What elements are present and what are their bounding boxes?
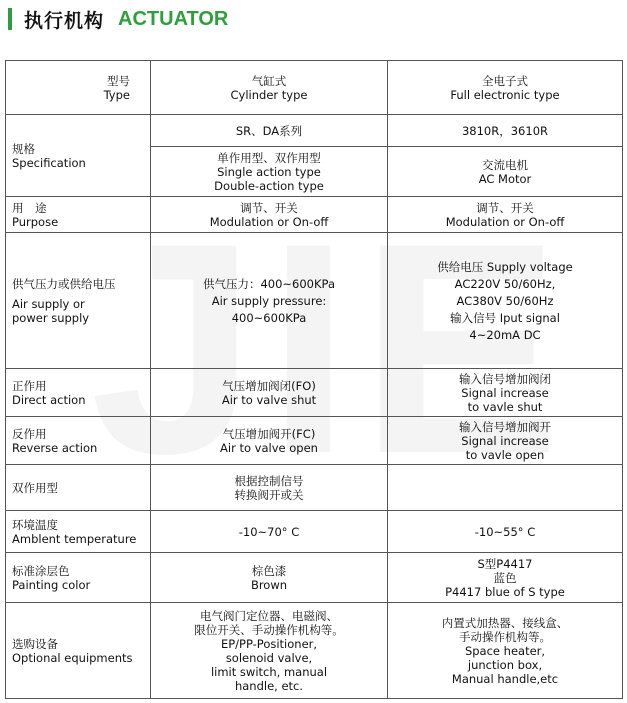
reverse-action-cylinder: 气压增加阀开(FC) Air to valve open [151,417,388,465]
purpose-label: 用 途 Purpose [6,197,151,233]
double-action-label: 双作用型 [6,465,151,511]
table-row [6,465,623,511]
section-title [8,6,228,32]
title-accent-bar [8,8,12,30]
supply-label: 供气压力或供给电压 Air supply or power supply [6,233,151,369]
table-row [6,603,623,699]
table-row [6,197,623,233]
table-row [6,61,623,115]
specification-label: 规格 Specification [6,115,151,197]
temperature-cylinder: -10~70° C [151,511,388,553]
painting-color-electronic: S型P4417 蓝色 P4417 blue of S type [388,553,623,603]
painting-color-label: 标准涂层色 Painting color [6,553,151,603]
purpose-cylinder: 调节、开关 Modulation or On-off [151,197,388,233]
optional-equipment-electronic: 内置式加热器、接线盒、 手动操作机构等。 Space heater, junction box, Manual handle,etc [388,603,623,699]
table-row [6,511,623,553]
direct-action-cylinder: 气压增加阀闭(FO) Air to valve shut [151,369,388,417]
optional-equipment-cylinder: 电气阀门定位器、电磁阀、 限位开关、手动操作机构等。 EP/PP-Positioner, solenoid valve, limit switch, manual handle, etc. [151,603,388,699]
series-electronic: 3810R，3610R [388,115,623,147]
reverse-action-electronic: 输入信号增加阀开 Signal increase to vavle open [388,417,623,465]
series-cylinder: SR、DA系列 [151,115,388,147]
purpose-electronic: 调节、开关 Modulation or On-off [388,197,623,233]
temperature-electronic: -10~55° C [388,511,623,553]
title-english: ACTUATOR [118,7,229,30]
painting-color-cylinder: 棕色漆 Brown [151,553,388,603]
temperature-label: 环境温度 Amblent temperature [6,511,151,553]
supply-electronic: 供给电压 Supply voltage AC220V 50/60Hz, AC380V 50/60Hz 输入信号 Iput signal 4~20mA DC [388,233,623,369]
type-header-cell: 型号 Type [6,61,151,115]
actuator-spec-table [5,60,623,699]
table-row [6,417,623,465]
title-chinese: 执行机构 [24,9,105,32]
reverse-action-label: 反作用 Reverse action [6,417,151,465]
electronic-type-header: 全电子式 Full electronic type [388,61,623,115]
action-type-cylinder: 单作用型、双作用型 Single action type Double-action type [151,147,388,197]
direct-action-label: 正作用 Direct action [6,369,151,417]
motor-electronic: 交流电机 AC Motor [388,147,623,197]
double-action-electronic [388,465,623,511]
table-row [6,115,623,147]
table-row [6,553,623,603]
table-row [6,369,623,417]
double-action-cylinder: 根据控制信号 转换阀开或关 [151,465,388,511]
cylinder-type-header: 气缸式 Cylinder type [151,61,388,115]
supply-cylinder: 供气压力：400~600KPa Air supply pressure: 400~600KPa [151,233,388,369]
optional-equipment-label: 选购设备 Optional equipments [6,603,151,699]
direct-action-electronic: 输入信号增加阀闭 Signal increase to vavle shut [388,369,623,417]
table-row [6,233,623,369]
